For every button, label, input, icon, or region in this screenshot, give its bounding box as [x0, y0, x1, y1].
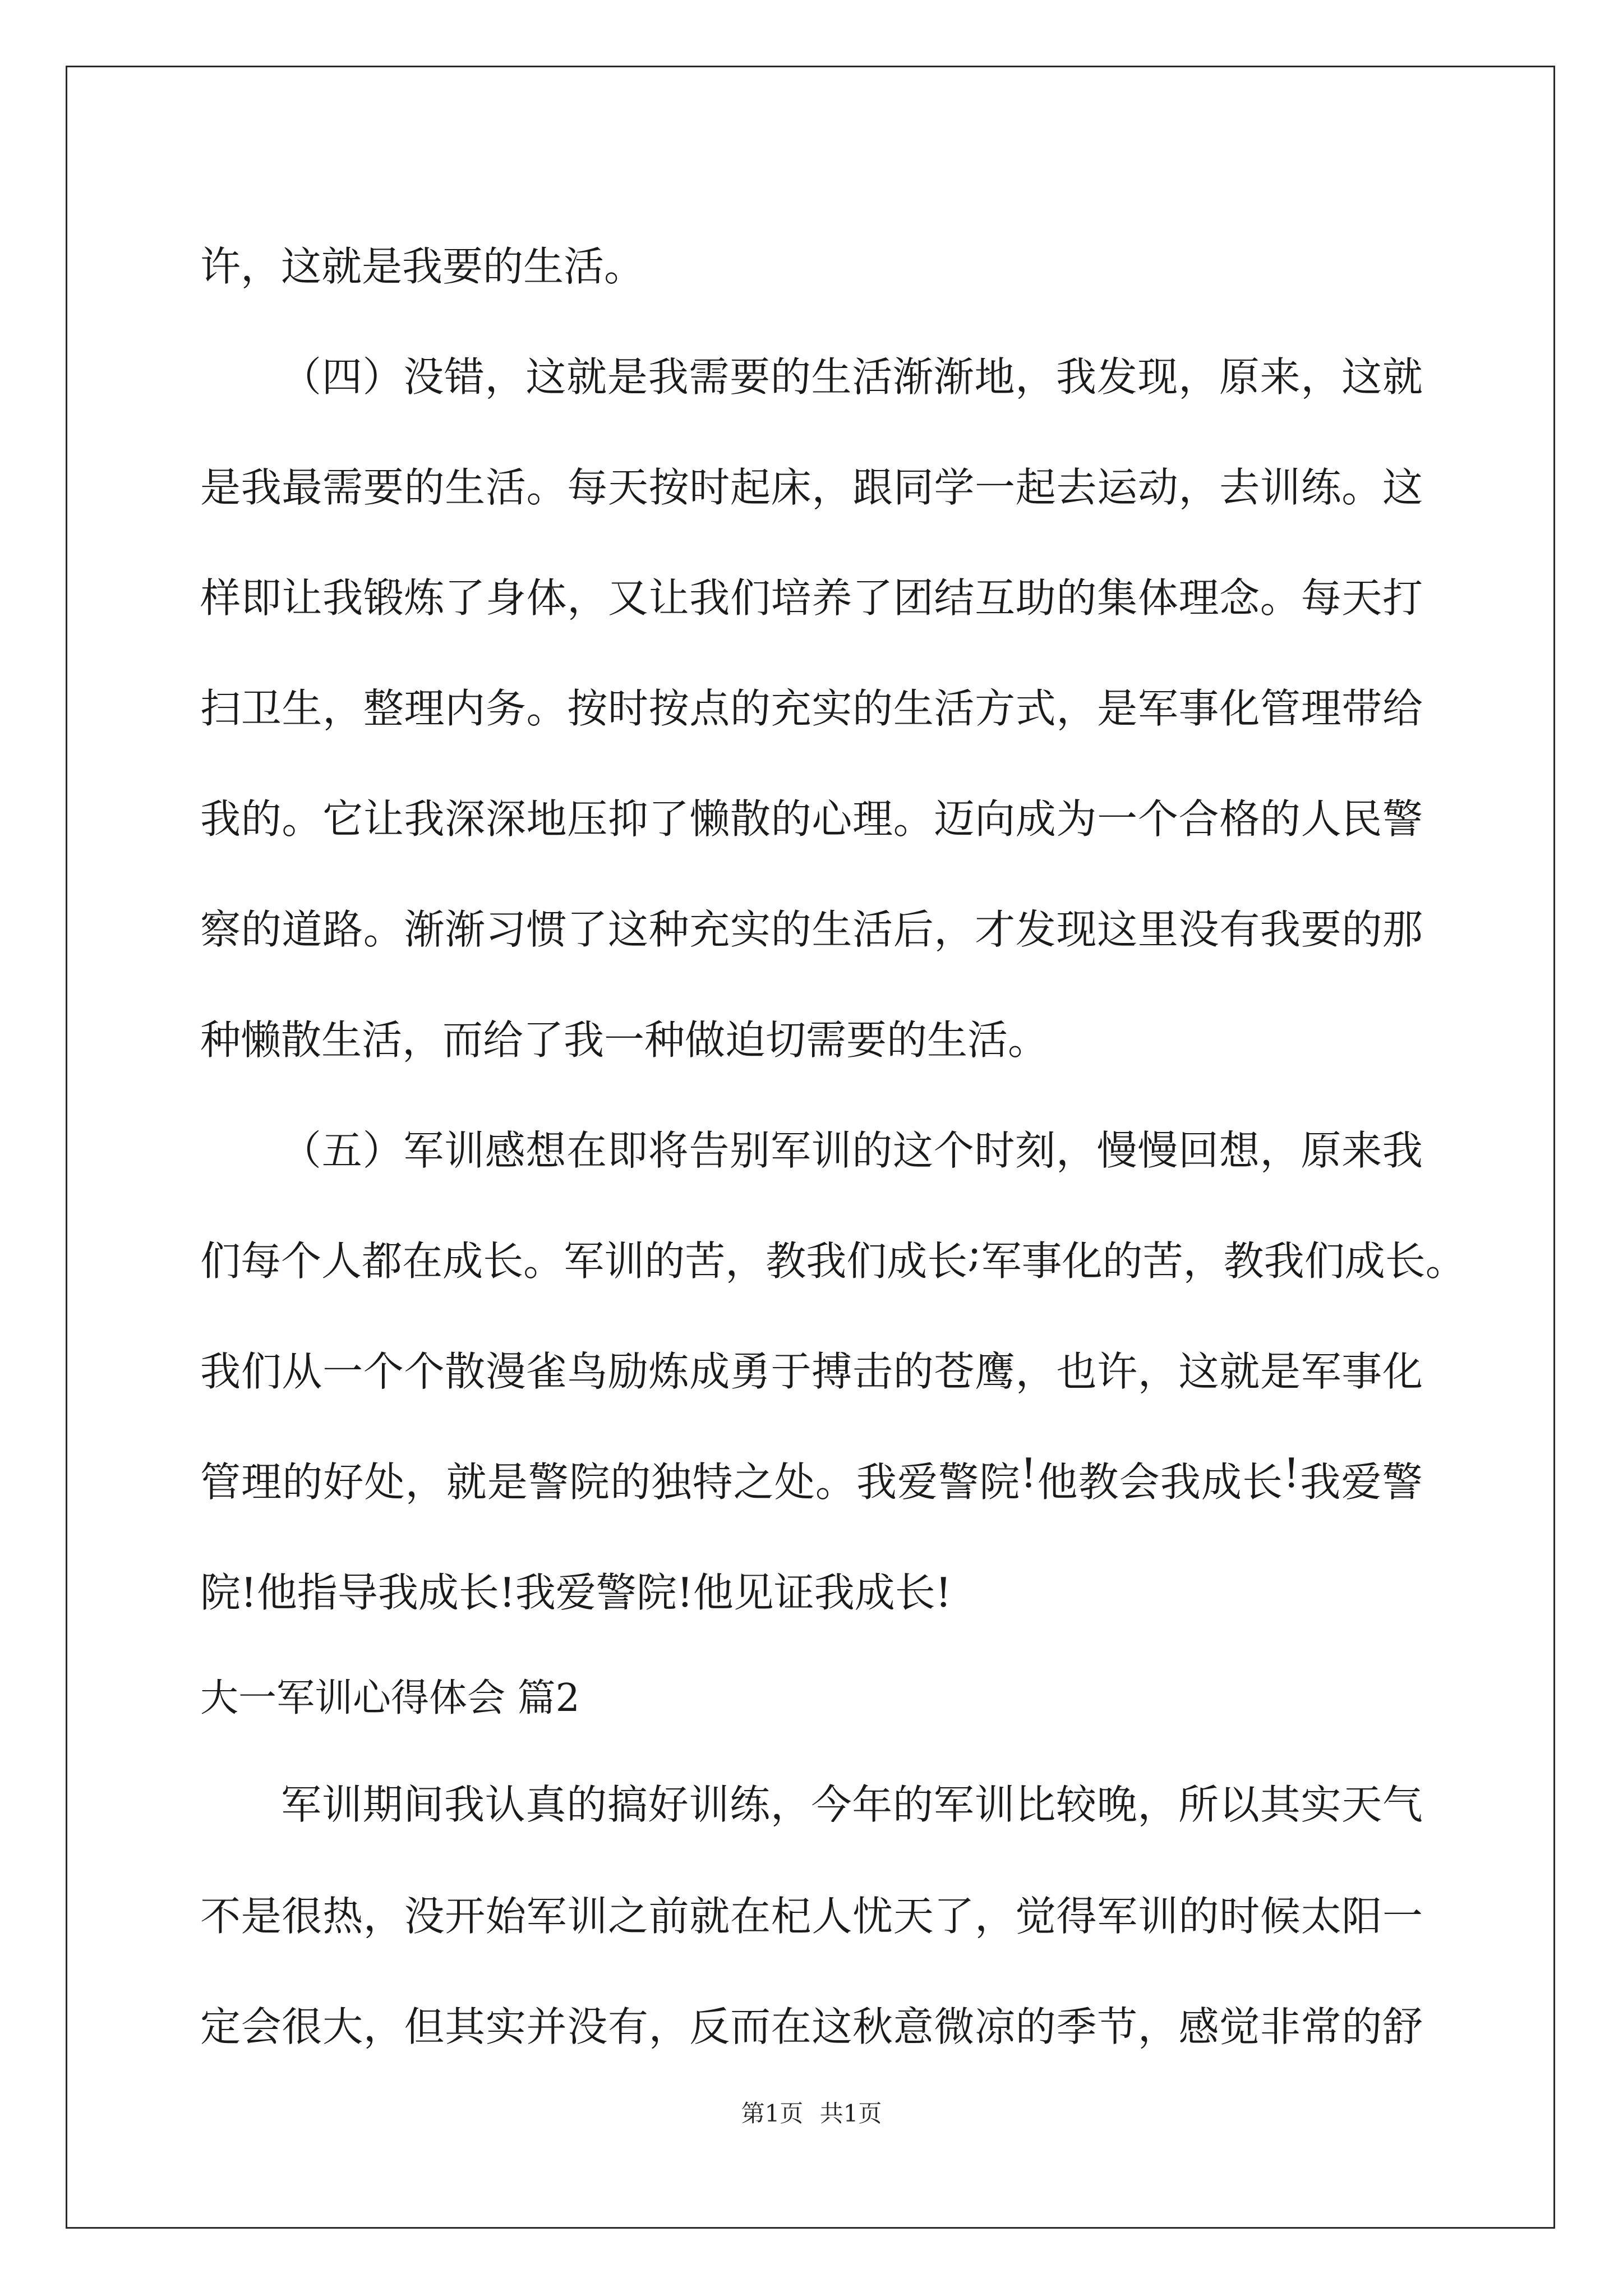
- text-line: [200, 539, 1423, 650]
- page-footer: [0, 2095, 1623, 2129]
- line-text: 察 的 道 路 。 渐 渐 习 惯 了 这 种 充 实 的 生 活 后 ， 才 发 现 这 里 没 有 我 要 的 那: [200, 905, 1423, 953]
- text-line: [200, 208, 1423, 318]
- text-line: [200, 1534, 1423, 1644]
- line-text: 许，这就是我要的生活。: [200, 242, 645, 290]
- text-line: [200, 318, 1423, 429]
- text-line: [200, 981, 1423, 1092]
- line-text: 军 训 期 间 我 认 真 的 搞 好 训 练 ， 今 年 的 军 训 比 较 晚 ， 所 以 其 实 天 气: [281, 1781, 1423, 1828]
- text-line: [200, 1745, 1423, 1857]
- text-line: [200, 1968, 1423, 2078]
- page-total: 共1页: [819, 2100, 882, 2127]
- line-text: （ 四 ） 没 错 ， 这 就 是 我 需 要 的 生 活 渐 渐 地 ， 我 发 现 ， 原 来 ， 这 就: [281, 353, 1423, 401]
- page-number: 第1页: [741, 2100, 804, 2127]
- text-line: [200, 1857, 1423, 1968]
- line-text: 大一军训心得体会 篇2: [200, 1676, 580, 1720]
- document-body: [200, 208, 1466, 2078]
- text-line: [200, 650, 1423, 760]
- line-text: 管 理 的 好 处 ， 就 是 警 院 的 独 特 之 处 。 我 爱 警 院 ! 他 教 会 我 成 长 ! 我 爱 警: [200, 1449, 1423, 1506]
- text-line: [200, 1313, 1423, 1423]
- line-text: 们 每 个 人 都 在 成 长 。 军 训 的 苦 ， 教 我 们 成 长 ; 军 事 化 的 苦 ， 教 我 们 成 长 。: [200, 1228, 1466, 1285]
- line-text: 样 即 让 我 锻 炼 了 身 体 ， 又 让 我 们 培 养 了 团 结 互 助 的 集 体 理 念 。 每 天 打: [200, 574, 1423, 622]
- section-heading: [200, 1644, 1423, 1745]
- line-text: 种懒散生活，而给了我一种做迫切需要的生活。: [200, 1016, 1049, 1064]
- text-line: [200, 1202, 1466, 1313]
- text-line: [200, 760, 1423, 871]
- text-line: [200, 429, 1423, 539]
- line-text: （ 五 ） 军 训 感 想 在 即 将 告 别 军 训 的 这 个 时 刻 ， 慢 慢 回 想 ， 原 来 我: [281, 1126, 1423, 1174]
- line-text: 定 会 很 大 ， 但 其 实 并 没 有 ， 反 而 在 这 秋 意 微 凉 的 季 节 ， 感 觉 非 常 的 舒: [200, 2003, 1423, 2050]
- line-text: 我 们 从 一 个 个 散 漫 雀 鸟 励 炼 成 勇 于 搏 击 的 苍 鹰 ， 也 许 ， 这 就 是 军 事 化: [200, 1347, 1423, 1395]
- line-text: 不 是 很 热 ， 没 开 始 军 训 之 前 就 在 杞 人 忧 天 了 ， 觉 得 军 训 的 时 候 太 阳 一: [200, 1892, 1423, 1940]
- line-text: 院!他指导我成长!我爱警院!他见证我成长!: [200, 1568, 952, 1616]
- text-line: [200, 1423, 1423, 1534]
- text-line: [200, 871, 1423, 981]
- line-text: 扫 卫 生 ， 整 理 内 务 。 按 时 按 点 的 充 实 的 生 活 方 式 ， 是 军 事 化 管 理 带 给: [200, 684, 1423, 732]
- line-text: 是 我 最 需 要 的 生 活 。 每 天 按 时 起 床 ， 跟 同 学 一 起 去 运 动 ， 去 训 练 。 这: [200, 463, 1423, 511]
- line-text: 我 的 。 它 让 我 深 深 地 压 抑 了 懒 散 的 心 理 。 迈 向 成 为 一 个 合 格 的 人 民 警: [200, 795, 1423, 843]
- text-line: [200, 1092, 1423, 1202]
